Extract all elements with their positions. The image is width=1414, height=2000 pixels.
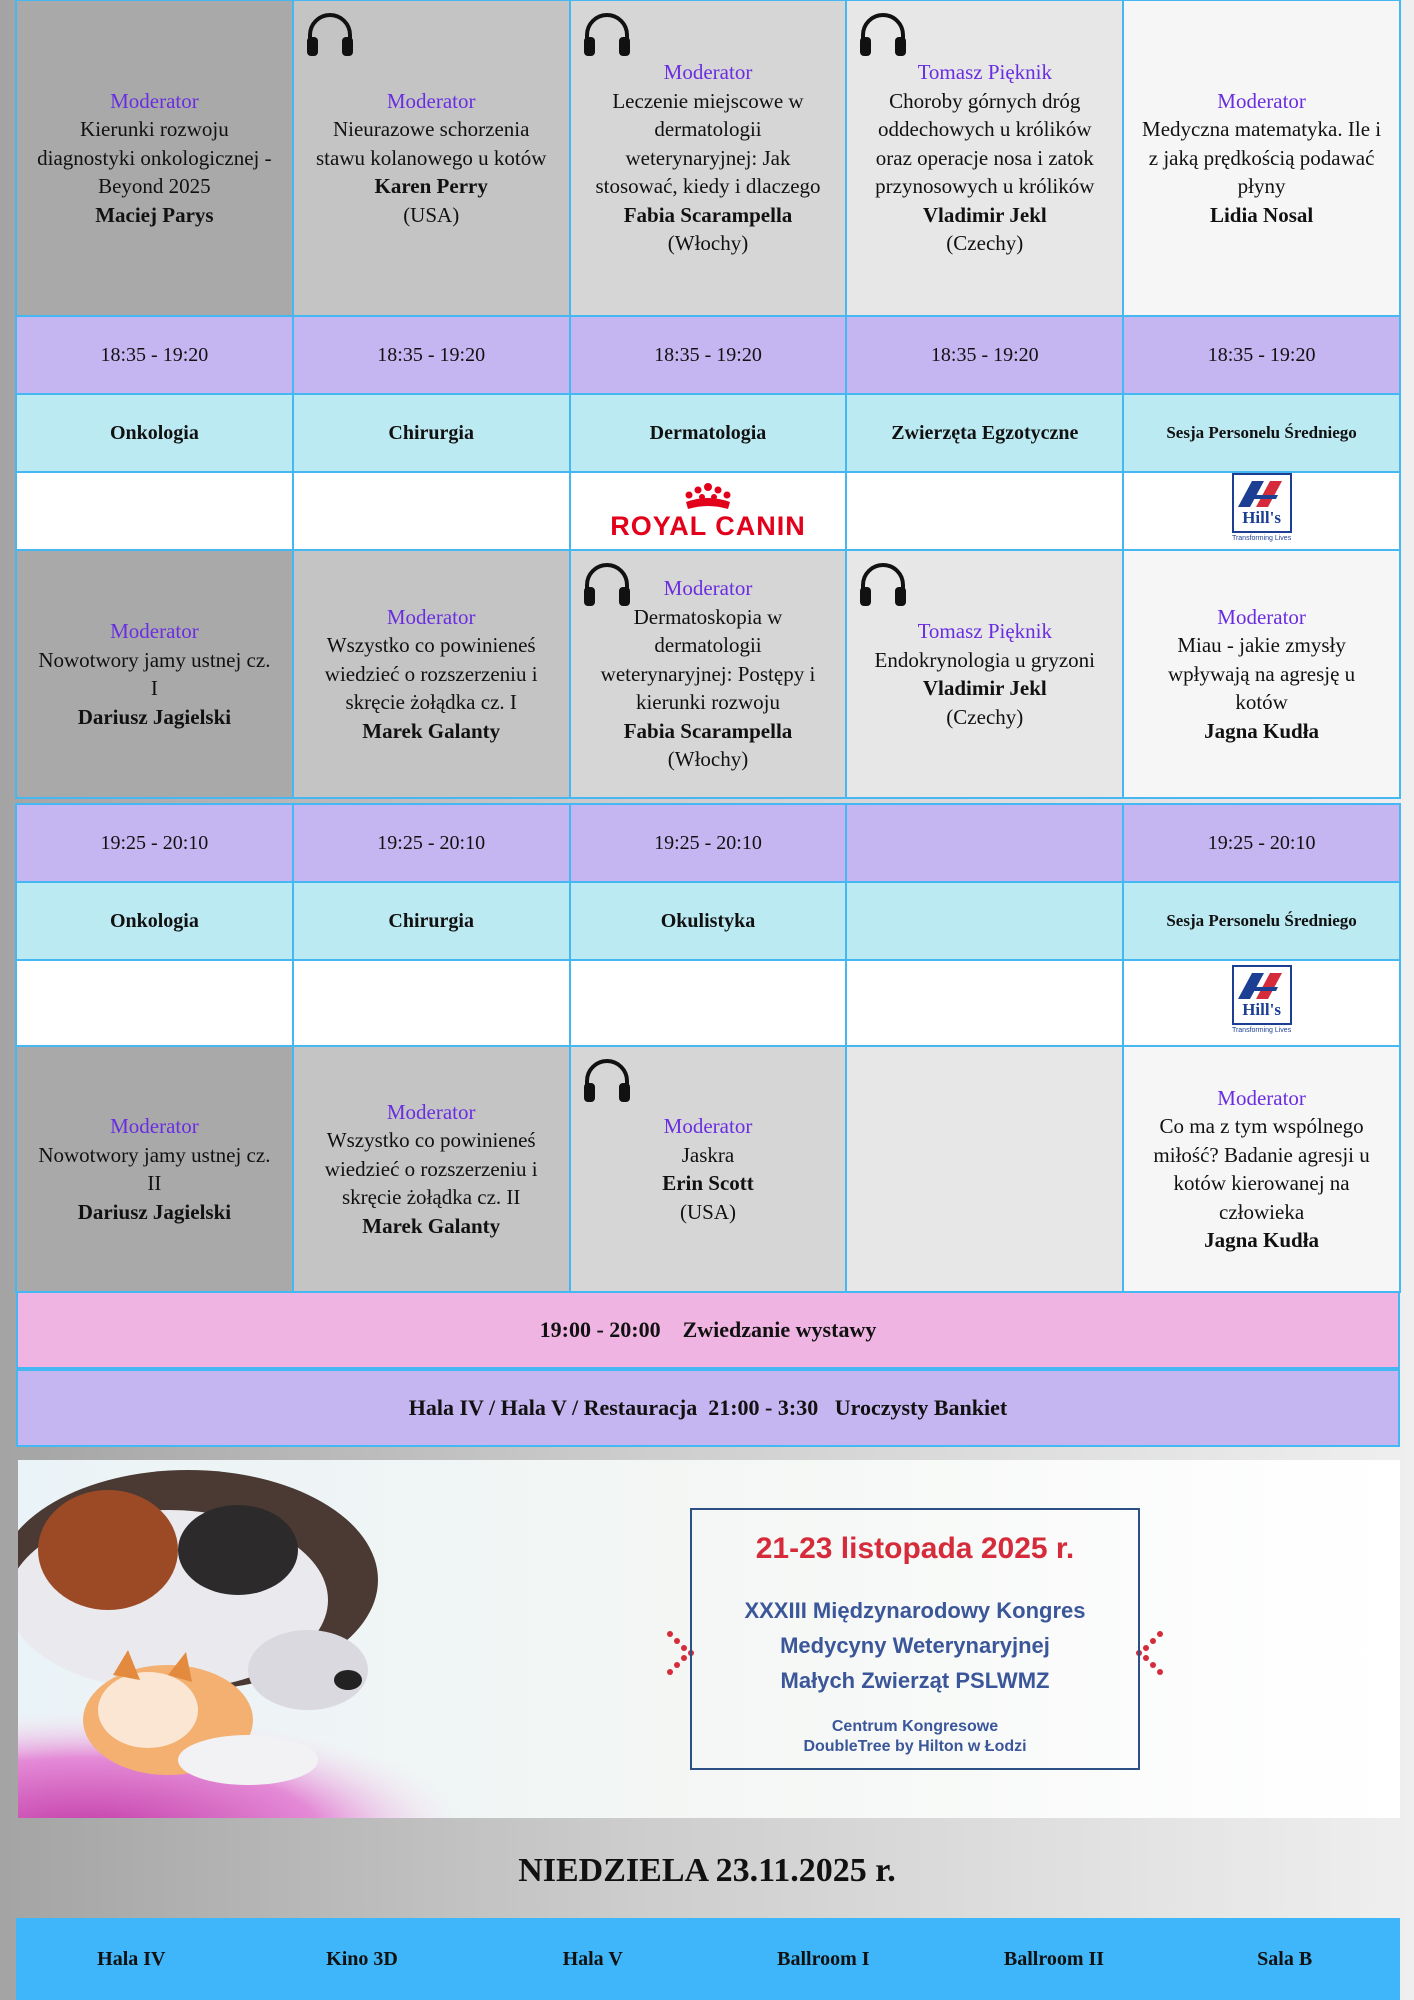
- room-label: [845, 881, 1124, 961]
- hall-label: Hala IV: [97, 1947, 166, 1970]
- time-slot: 18:35 - 19:20: [845, 315, 1124, 395]
- hills-emblem-icon: [1234, 969, 1290, 1003]
- hills-logo: [1228, 965, 1296, 1041]
- talk-title: Wszystko co powinieneś wiedzieć o rozszerzeniu i skręcie żołądka cz. I: [324, 633, 538, 715]
- speaker-name: Marek Galanty: [362, 1213, 501, 1238]
- sponsor-cell: [1122, 471, 1401, 551]
- speaker-name: Karen Perry: [374, 174, 488, 199]
- sponsor-cell: [292, 471, 571, 551]
- headphones-icon: [857, 559, 909, 609]
- talk-cell[interactable]: [15, 0, 294, 317]
- sponsor-cell: [845, 471, 1124, 551]
- moderator-label: Moderator: [663, 576, 753, 601]
- speaker-name: Erin Scott: [662, 1171, 754, 1195]
- talk-cell[interactable]: [292, 0, 571, 317]
- speaker-country: (USA): [679, 1199, 736, 1224]
- moderator-label: Moderator: [1217, 88, 1306, 113]
- sponsor-cell: [292, 959, 571, 1047]
- time-slot: 18:35 - 19:20: [569, 315, 848, 395]
- headphones-icon: [304, 9, 356, 59]
- moderator-label: Tomasz Pięknik: [917, 619, 1052, 643]
- sponsor-cell: [569, 471, 848, 551]
- talk-title: Co ma z tym wspólnego miłość? Badanie agresji u kotów kierowanej na człowieka: [1153, 1114, 1370, 1224]
- talk-cell[interactable]: [292, 549, 571, 799]
- time-slot: 19:25 - 20:10: [1122, 803, 1401, 883]
- speaker-name: Vladimir Jekl: [922, 676, 1047, 700]
- moderator-label: Tomasz Pięknik: [917, 60, 1052, 85]
- sponsor-cell: [569, 959, 848, 1047]
- congress-title-line: XXXIII Międzynarodowy Kongres: [744, 1598, 1086, 1623]
- hills-tagline: Transforming Lives: [1231, 1027, 1292, 1034]
- moderator-label: Moderator: [663, 60, 753, 85]
- headphones-icon: [581, 559, 633, 609]
- talk-cell[interactable]: [1122, 1045, 1401, 1293]
- room-label: Zwierzęta Egzotyczne: [845, 393, 1124, 473]
- day-heading: NIEDZIELA 23.11.2025 r.: [518, 1852, 896, 1889]
- headphones-icon: [857, 9, 909, 59]
- headphones-icon: [581, 9, 633, 59]
- speaker-name: Marek Galanty: [362, 718, 501, 743]
- congress-title-line: Małych Zwierząt PSLWMZ: [780, 1668, 1050, 1693]
- congress-banner: [18, 1460, 1400, 1818]
- hall-label: Ballroom II: [1003, 1947, 1105, 1970]
- talk-title: Jaskra: [681, 1142, 735, 1167]
- talk-cell[interactable]: [845, 0, 1124, 317]
- exhibition-text: 19:00 - 20:00 Zwiedzanie wystawy: [539, 1317, 877, 1342]
- speaker-name: Jagna Kudła: [1204, 1228, 1320, 1252]
- moderator-label: Moderator: [386, 604, 476, 629]
- room-row: [16, 882, 1400, 960]
- speaker-name: Fabia Scarampella: [623, 718, 793, 743]
- talk-cell[interactable]: [1122, 0, 1401, 317]
- moderator-label: Moderator: [386, 1099, 476, 1124]
- talk-title: Medyczna matematyka. Ile i z jaką prędkością podawać płyny: [1142, 117, 1382, 199]
- moderator-label: Moderator: [110, 88, 199, 113]
- time-row: [16, 804, 1400, 882]
- talks-row-3: [16, 1046, 1400, 1292]
- talk-title: Wszystko co powinieneś wiedzieć o rozszerzeniu i skręcie żołądka cz. II: [324, 1128, 538, 1210]
- talk-title: Nowotwory jamy ustnej cz. II: [38, 1142, 271, 1195]
- talk-cell[interactable]: [15, 1045, 294, 1293]
- speaker-name: Dariusz Jagielski: [77, 704, 232, 729]
- room-label: Okulistyka: [569, 881, 848, 961]
- talk-cell[interactable]: [1122, 549, 1401, 799]
- room-label: Sesja Personelu Średniego: [1122, 881, 1401, 961]
- room-label: Onkologia: [15, 881, 294, 961]
- crown-icon: [676, 482, 740, 512]
- speaker-country: (USA): [403, 202, 460, 227]
- time-slot: 18:35 - 19:20: [1122, 315, 1401, 395]
- room-label: Sesja Personelu Średniego: [1122, 393, 1401, 473]
- talks-row-1: [16, 0, 1400, 316]
- talk-title: Leczenie miejscowe w dermatologii weterynaryjnej: Jak stosować, kiedy i dlaczego: [595, 88, 821, 199]
- time-slot: 19:25 - 20:10: [292, 803, 571, 883]
- sponsor-cell: [15, 959, 294, 1047]
- moderator-label: Moderator: [1217, 1085, 1306, 1110]
- sponsor-row: [16, 472, 1400, 550]
- talk-title: Choroby górnych dróg oddechowych u królików oraz operacje nosa i zatok przynosowych u królików: [875, 88, 1095, 199]
- royal-canin-logo: [610, 482, 806, 540]
- talk-title: Miau - jakie zmysły wpływają na agresję u kotów: [1167, 633, 1356, 715]
- time-slot: 18:35 - 19:20: [292, 315, 571, 395]
- venue-line: DoubleTree by Hilton w Łodzi: [803, 1738, 1027, 1755]
- sponsor-row: [16, 960, 1400, 1046]
- congress-title-line: Medycyny Weterynaryjnej: [780, 1633, 1050, 1658]
- hall-label: Sala B: [1257, 1947, 1313, 1970]
- congress-date: 21-23 listopada 2025 r.: [755, 1532, 1075, 1565]
- dog-and-kitten-illustration: [18, 1460, 578, 1818]
- talk-cell[interactable]: [845, 549, 1124, 799]
- banquet-text: Hala IV / Hala V / Restauracja 21:00 - 3:30 Uroczysty Bankiet: [408, 1395, 1008, 1420]
- sponsor-cell: [845, 959, 1124, 1047]
- exhibition-band: [16, 1291, 1400, 1369]
- moderator-label: Moderator: [110, 619, 199, 643]
- talk-cell[interactable]: [569, 0, 848, 317]
- talk-cell-empty: [845, 1045, 1124, 1293]
- halls-bar: [16, 1918, 1400, 2000]
- banquet-band: [16, 1369, 1400, 1447]
- moderator-label: Moderator: [110, 1114, 199, 1138]
- room-label: Chirurgia: [292, 881, 571, 961]
- speaker-name: Vladimir Jekl: [922, 202, 1047, 227]
- room-row: [16, 394, 1400, 472]
- time-slot: 19:25 - 20:10: [15, 803, 294, 883]
- talk-title: Dermatoskopia w dermatologii weterynaryjnej: Postępy i kierunki rozwoju: [600, 604, 816, 715]
- talks-row-2: [16, 550, 1400, 798]
- speaker-name: Dariusz Jagielski: [77, 1199, 232, 1224]
- hall-label: Hala V: [562, 1947, 623, 1970]
- talk-title: Nowotwory jamy ustnej cz. I: [38, 647, 271, 700]
- talk-title: Kierunki rozwoju diagnostyki onkologicznej - Beyond 2025: [37, 117, 272, 199]
- headphones-icon: [581, 1055, 633, 1105]
- hills-wordmark: Hill's: [1242, 508, 1281, 527]
- speaker-country: (Czechy): [946, 231, 1024, 256]
- hills-wordmark: Hill's: [1242, 1000, 1281, 1019]
- speaker-name: Jagna Kudła: [1204, 718, 1320, 743]
- hills-logo: [1228, 473, 1296, 549]
- moderator-label: Moderator: [663, 1114, 753, 1138]
- speaker-country: (Czechy): [946, 704, 1024, 729]
- talk-cell[interactable]: [15, 549, 294, 799]
- moderator-label: Moderator: [386, 88, 476, 113]
- venue-line: Centrum Kongresowe: [831, 1718, 999, 1735]
- talk-cell[interactable]: [569, 549, 848, 799]
- talk-title: Nieurazowe schorzenia stawu kolanowego u kotów: [316, 117, 547, 170]
- time-slot: 18:35 - 19:20: [15, 315, 294, 395]
- speaker-name: Fabia Scarampella: [623, 202, 793, 227]
- room-label: Chirurgia: [292, 393, 571, 473]
- speaker-country: (Włochy): [667, 231, 749, 256]
- speaker-name: Lidia Nosal: [1209, 202, 1314, 227]
- moderator-label: Moderator: [1217, 604, 1306, 629]
- talk-title: Endokrynologia u gryzoni: [874, 647, 1096, 672]
- hills-emblem-icon: [1234, 477, 1290, 511]
- talk-cell[interactable]: [292, 1045, 571, 1293]
- room-label: Dermatologia: [569, 393, 848, 473]
- speaker-name: Maciej Parys: [95, 202, 214, 227]
- time-slot: [845, 803, 1124, 883]
- hall-label: Ballroom I: [777, 1947, 870, 1970]
- hills-tagline: Transforming Lives: [1231, 535, 1292, 542]
- royal-canin-wordmark: ROYAL CANIN: [610, 511, 806, 541]
- sponsor-cell: [15, 471, 294, 551]
- talk-cell[interactable]: [569, 1045, 848, 1293]
- hall-label: Kino 3D: [326, 1947, 398, 1970]
- sponsor-cell: [1122, 959, 1401, 1047]
- room-label: Onkologia: [15, 393, 294, 473]
- congress-frame: [690, 1508, 1140, 1770]
- speaker-country: (Włochy): [667, 747, 749, 772]
- time-slot: 19:25 - 20:10: [569, 803, 848, 883]
- time-row: [16, 316, 1400, 394]
